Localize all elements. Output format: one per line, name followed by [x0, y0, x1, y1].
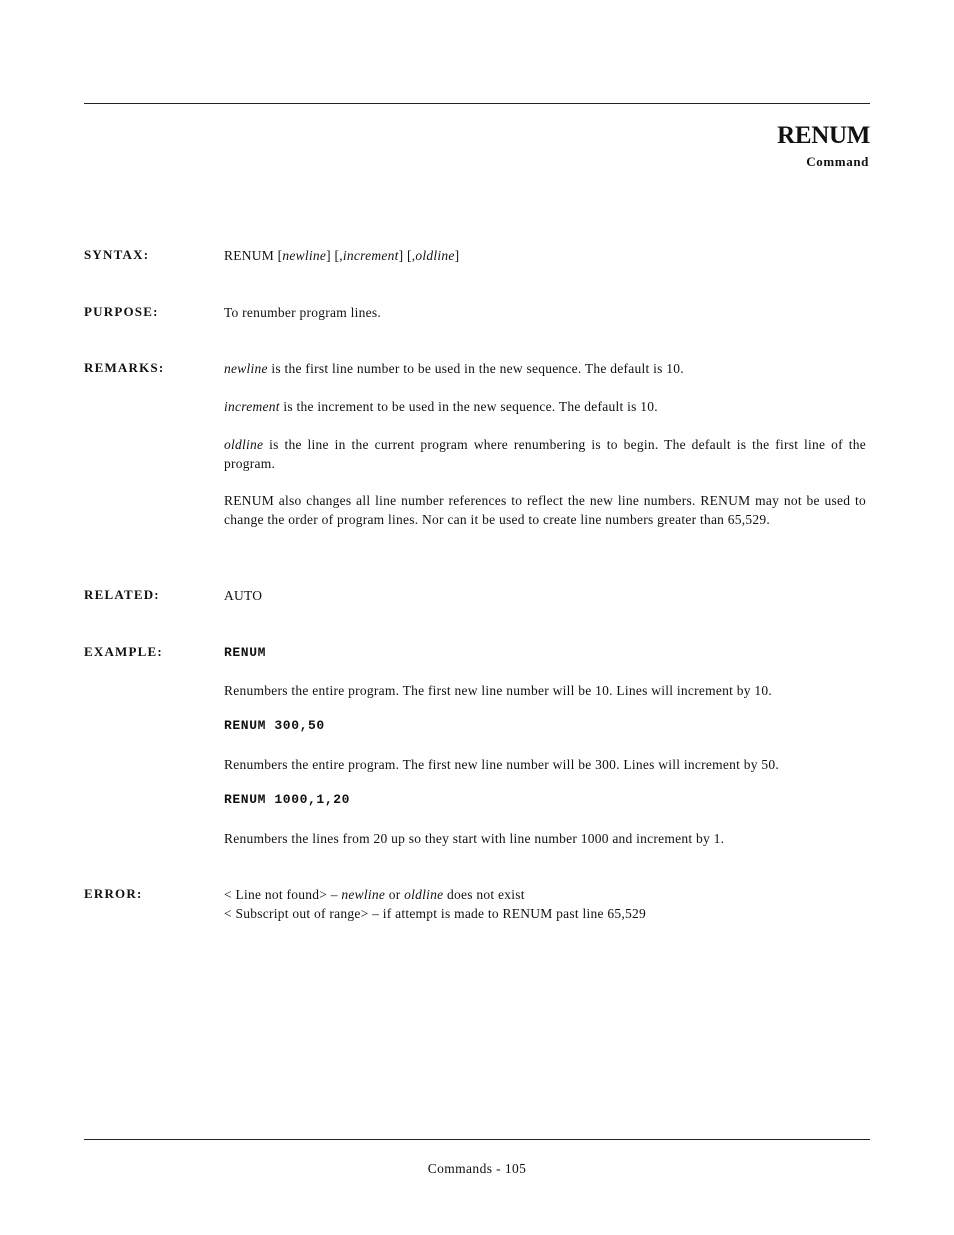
page-subtitle: Command: [806, 154, 869, 169]
error-line-2: < Subscript out of range> – if attempt is made to RENUM past line 65,529: [224, 906, 647, 921]
remark-oldline: oldline is the line in the current program where renumbering is to begin. The default is the first line of the program.: [224, 437, 866, 471]
remark-newline: newline is the first line number to be used in the new sequence. The default is 10.: [224, 361, 684, 376]
syntax-param-newline: newline: [282, 248, 327, 263]
error-line-1: < Line not found> – newline or oldline does not exist: [224, 887, 525, 902]
page-footer: Commands - 105: [427, 1161, 527, 1176]
remark-term: oldline: [224, 437, 264, 452]
remark-increment: increment is the increment to be used in the new sequence. The default is 10.: [224, 399, 658, 414]
example-code-3: RENUM 1000,1,20: [224, 792, 351, 807]
purpose-text: To renumber program lines.: [224, 305, 382, 320]
footer-rule: [84, 1139, 870, 1140]
remarks-label: REMARKS:: [84, 360, 165, 375]
syntax-label: SYNTAX:: [84, 247, 150, 262]
purpose-label: PURPOSE:: [84, 304, 159, 319]
syntax-param-oldline: oldline: [415, 248, 455, 263]
remark-general: RENUM also changes all line number references to reflect the new line numbers. RENUM may not be used to change the order of program lines. Nor can it be used to create line numbers greater than 65,529.: [224, 493, 866, 527]
example-label: EXAMPLE:: [84, 644, 163, 659]
related-text: AUTO: [224, 588, 263, 603]
error-label: ERROR:: [84, 886, 143, 901]
example-desc-2: Renumbers the entire program. The first new line number will be 300. Lines will increment by 50.: [224, 757, 779, 772]
syntax-command: RENUM: [224, 248, 275, 263]
example-desc-3: Renumbers the lines from 20 up so they start with line number 1000 and increment by 1.: [224, 831, 725, 846]
related-label: RELATED:: [84, 587, 160, 602]
remark-term: increment: [224, 399, 280, 414]
header-rule: [84, 103, 870, 104]
syntax-param-increment: increment: [342, 248, 399, 263]
example-desc-1: Renumbers the entire program. The first new line number will be 10. Lines will increment by 10.: [224, 683, 772, 698]
syntax-text: RENUM [newline] [,increment] [,oldline]: [224, 248, 460, 263]
remark-term: newline: [224, 361, 268, 376]
example-code-2: RENUM 300,50: [224, 718, 325, 733]
page-title: RENUM: [777, 122, 870, 149]
example-code-1: RENUM: [224, 645, 267, 660]
